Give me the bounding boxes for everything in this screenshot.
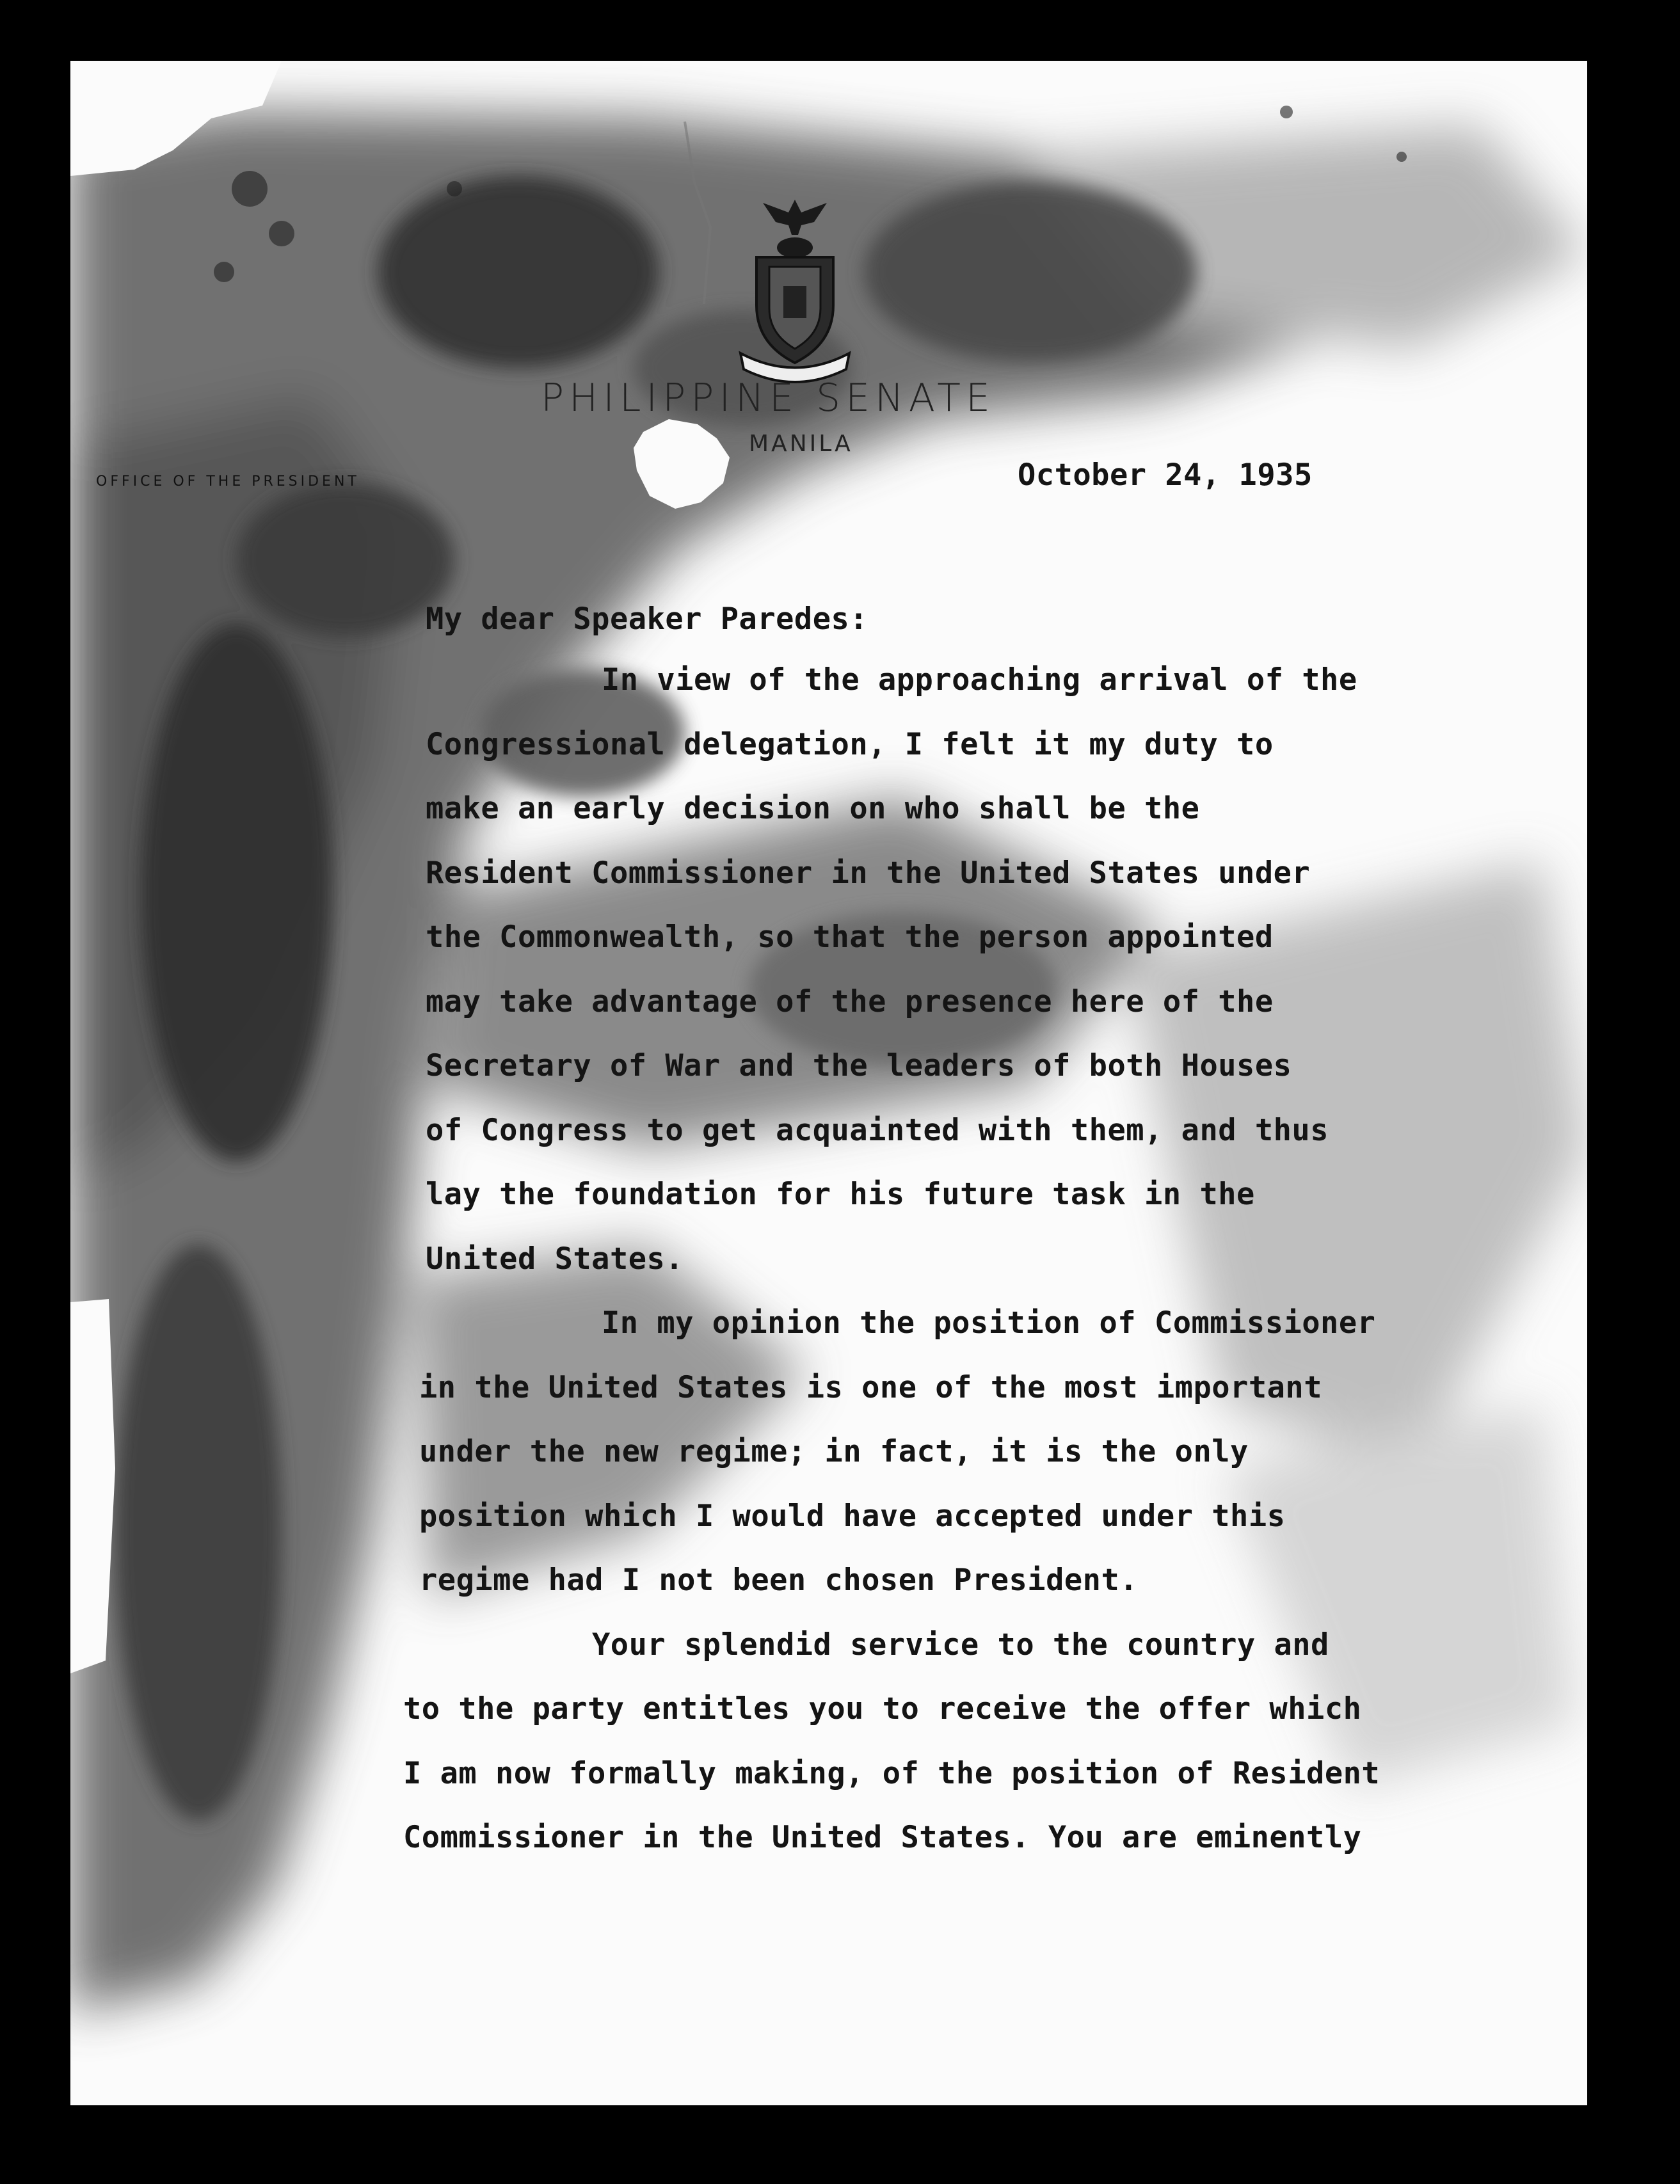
letter-body-line: Secretary of War and the leaders of both Houses: [426, 1048, 1292, 1083]
letter-body-line: In my opinion the position of Commissioner: [602, 1305, 1376, 1341]
letter-body-line: I am now formally making, of the position of Resident: [403, 1756, 1380, 1791]
letter-body-line: to the party entitles you to receive the offer which: [403, 1691, 1362, 1726]
letter-date: October 24, 1935: [1018, 458, 1313, 493]
letter-body-line: lay the foundation for his future task in the: [426, 1177, 1255, 1212]
letter-body-line: regime had I not been chosen President.: [419, 1563, 1139, 1598]
letter-body-line: Your splendid service to the country and: [592, 1627, 1329, 1662]
letter-body-line: in the United States is one of the most important: [419, 1370, 1323, 1405]
letter-body-line: under the new regime; in fact, it is the only: [419, 1434, 1249, 1469]
letter-body-line: Resident Commissioner in the United States under: [426, 856, 1311, 891]
letter-body-line: position which I would have accepted under this: [419, 1499, 1286, 1534]
senate-city: MANILA: [749, 431, 853, 457]
letter-body-line: United States.: [426, 1241, 684, 1277]
office-of-president-line: OFFICE OF THE PRESIDENT: [96, 474, 360, 490]
letter-body-line: Commissioner in the United States. You are eminently: [403, 1820, 1362, 1855]
salutation: My dear Speaker Paredes:: [426, 602, 868, 637]
senate-seal-icon: [737, 196, 852, 388]
letter-body-line: of Congress to get acquainted with them, and thus: [426, 1113, 1329, 1148]
letter-body-line: the Commonwealth, so that the person appointed: [426, 920, 1274, 955]
letter-page: [70, 61, 1587, 2105]
senate-name: PHILIPPINE SENATE: [541, 376, 995, 420]
letter-body-line: may take advantage of the presence here of the: [426, 984, 1274, 1019]
letter-body-line: Congressional delegation, I felt it my duty to: [426, 727, 1274, 762]
letter-body-line: In view of the approaching arrival of the: [602, 662, 1357, 697]
letter-body-line: make an early decision on who shall be the: [426, 791, 1200, 826]
